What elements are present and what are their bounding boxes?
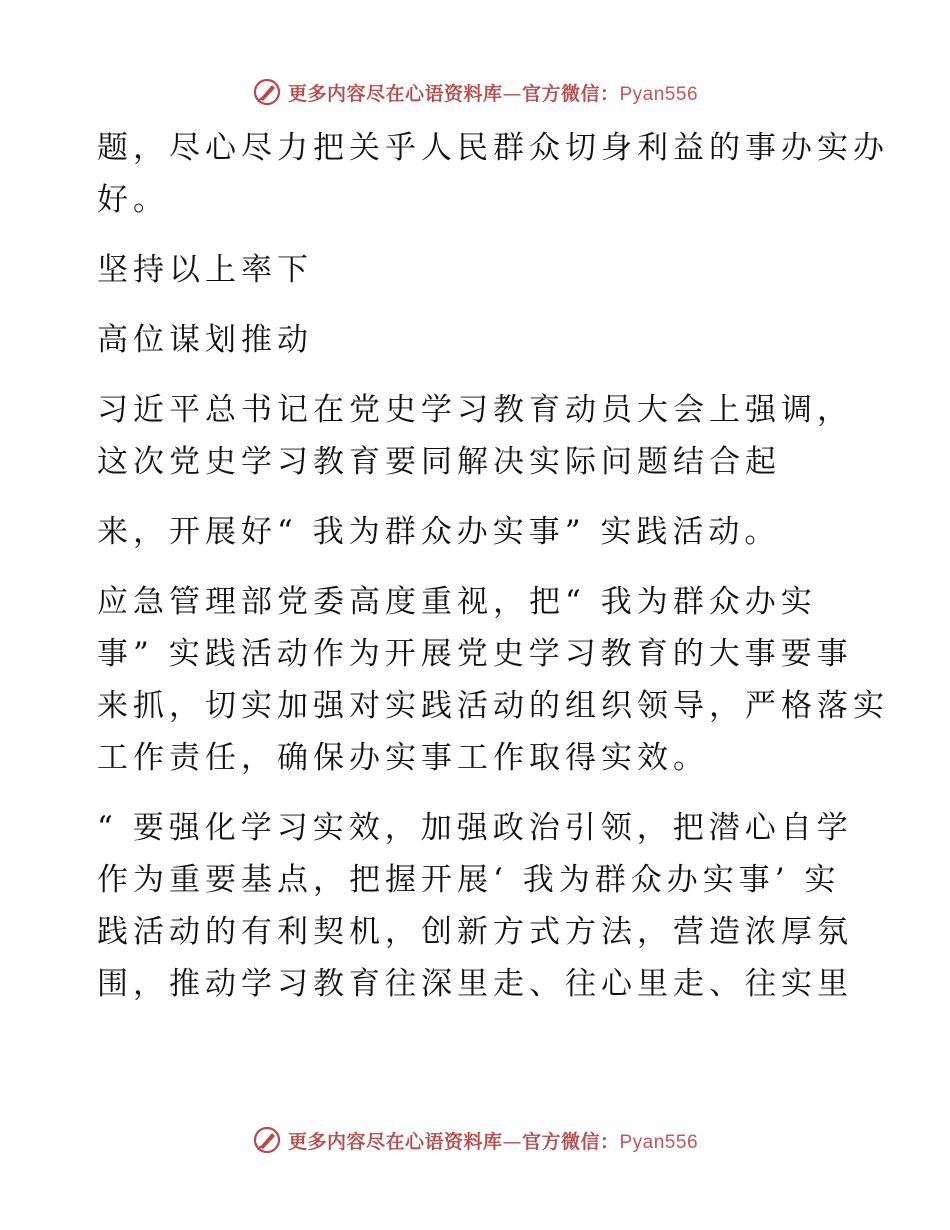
banner-wechat-id: Pyan556 — [619, 83, 699, 105]
paragraph — [97, 244, 857, 296]
banner-wechat-id: Pyan556 — [619, 1131, 699, 1153]
text-line: 坚持以上率下 — [97, 252, 313, 288]
paragraph-gap — [97, 784, 857, 802]
paragraph — [97, 384, 857, 488]
text-line: 来，开展好“ 我为群众办实事” 实践活动。 — [97, 514, 781, 550]
text-line: 习近平总书记在党史学习教育动员大会上强调， — [97, 392, 853, 428]
paragraph — [97, 314, 857, 366]
paragraph — [97, 576, 889, 784]
paragraph-gap — [97, 366, 857, 384]
paragraph — [97, 506, 857, 558]
banner-separator: — — [502, 1130, 522, 1153]
text-line: 题，尽心尽力把关乎人民群众切身利益的事办实办 — [97, 130, 889, 166]
text-line: 工作责任，确保办实事工作取得实效。 — [97, 740, 709, 776]
header-banner — [0, 72, 950, 112]
text-line: 事” 实践活动作为开展党史学习教育的大事要事 — [97, 636, 853, 672]
paragraph-gap — [97, 488, 857, 506]
document-body — [97, 122, 889, 1010]
footer-banner — [0, 1120, 950, 1160]
paragraph-gap — [97, 296, 857, 314]
paragraph — [97, 122, 889, 226]
text-line: 好。 — [97, 182, 169, 218]
paragraph — [97, 802, 857, 1010]
banner-text — [288, 79, 698, 106]
text-line: 这次党史学习教育要同解决实际问题结合起 — [97, 444, 781, 480]
quill-seal-icon — [252, 77, 282, 107]
text-line: 来抓，切实加强对实践活动的组织领导，严格落实 — [97, 688, 889, 724]
paragraph-gap — [97, 226, 857, 244]
text-line: 践活动的有利契机，创新方式方法，营造浓厚氛 — [97, 914, 853, 950]
text-line: 高位谋划推动 — [97, 322, 313, 358]
text-line: 作为重要基点，把握开展‘ 我为群众办实事’ 实 — [97, 862, 841, 898]
quill-seal-icon — [252, 1125, 282, 1155]
banner-separator: — — [502, 82, 522, 105]
text-line: “ 要强化学习实效，加强政治引领，把潜心自学 — [97, 810, 853, 846]
banner-main-text: 更多内容尽在心语资料库 — [287, 1130, 503, 1153]
banner-wechat-label: 官方微信： — [521, 82, 620, 105]
banner-wechat-label: 官方微信： — [521, 1130, 620, 1153]
paragraph-gap — [97, 558, 857, 576]
banner-text — [288, 1127, 698, 1154]
text-line: 应急管理部党委高度重视，把“ 我为群众办实 — [97, 584, 817, 620]
banner-main-text: 更多内容尽在心语资料库 — [287, 82, 503, 105]
text-line: 围，推动学习教育往深里走、往心里走、往实里 — [97, 966, 853, 1002]
